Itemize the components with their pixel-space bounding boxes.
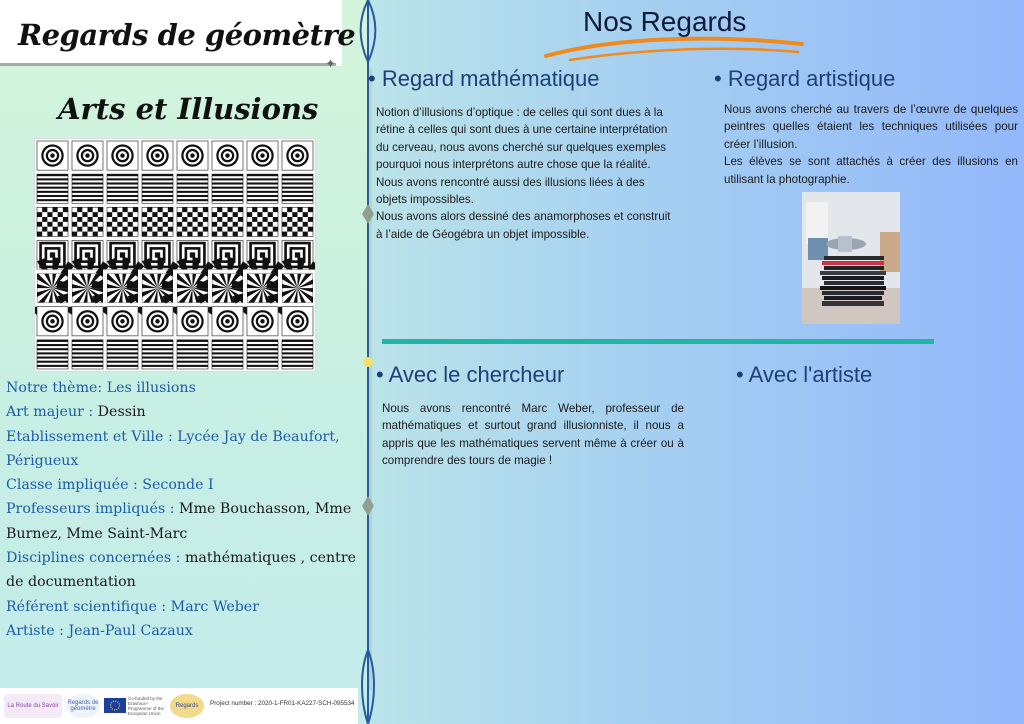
artwork-image: [34, 138, 316, 372]
text-avec-le-chercheur: Nous avons rencontré Marc Weber, professeur de mathématiques et surtout grand illusionniste, il nous a appris que les mathématiques servent même à créer ou à comprendre des tours de magie !: [382, 402, 684, 468]
student-photo: [802, 192, 900, 324]
swoosh-underline: [540, 30, 810, 64]
site-title: Regards de géomètre: [18, 18, 356, 52]
heading-regard-artistique: • Regard artistique: [714, 66, 896, 91]
partner-logo: La Route du Savoir: [4, 694, 62, 718]
wand-divider: [0, 63, 336, 66]
footer-logos: [0, 688, 358, 724]
info-disciplines: Disciplines concernées : mathématiques , centre de documentation: [6, 550, 357, 591]
page-title: Nos Regards: [583, 6, 747, 37]
illusion-collage-icon: [35, 139, 315, 371]
eu-cofunded-text: Co-funded by the Erasmus+ Programme of the European Union: [128, 695, 165, 717]
info-referent: Référent scientifique : Marc Weber: [6, 598, 259, 615]
page-subtitle: Arts et Illusions: [58, 92, 319, 126]
heading-avec-l-artiste: • Avec l'artiste: [736, 362, 873, 387]
info-art-majeur: Art majeur : Dessin: [6, 404, 146, 421]
info-theme: Notre thème: Les illusions: [6, 380, 196, 396]
eu-flag-icon: [104, 698, 126, 713]
text-regard-artistique: Nous avons cherché au travers de l’œuvre de quelques peintres quelles étaient les techniques utilisées pour créer l’illusion. Les élèves se sont attachés à créer des illusions en utilisant la photographie.: [724, 103, 1018, 186]
regards-logo: Regards de géomètre: [66, 694, 100, 718]
text-regard-mathematique: Notion d’illusions d’optique : de celles qui sont dues à la rétine à celles qui sont dues à une certaine interprétation du cerveau, nous avons cherché sur quelques exemples pourquoi nous interprétons autre chose que la réalité. Nous avons rencontré aussi des illusions liées à des objets impossibles. Nous avons alors dessiné des anamorphoses et construit à l’aide de Géogébra un objet impossible.: [376, 106, 671, 241]
heading-avec-le-chercheur: • Avec le chercheur: [376, 362, 565, 387]
section-separator: [382, 339, 934, 344]
info-professeurs: Professeurs impliqués : Mme Bouchasson, Mme Burnez, Mme Saint-Marc: [6, 501, 352, 542]
project-number: Project number : 2020-1-FR01-KA227-SCH-095534: [210, 700, 355, 707]
project-info-list: [6, 376, 366, 643]
heading-regard-mathematique: • Regard mathématique: [368, 66, 600, 91]
info-etablissement: Etablissement et Ville : Lycée Jay de Beaufort, Périgueux: [6, 428, 340, 469]
info-artiste: Artiste : Jean-Paul Cazaux: [6, 622, 193, 639]
photo-books-icon: [802, 192, 900, 324]
sparkle-icon: ✦: [325, 56, 336, 71]
info-classe: Classe impliquée : Seconde I: [6, 477, 214, 494]
eye-logo: Regards: [170, 694, 204, 718]
